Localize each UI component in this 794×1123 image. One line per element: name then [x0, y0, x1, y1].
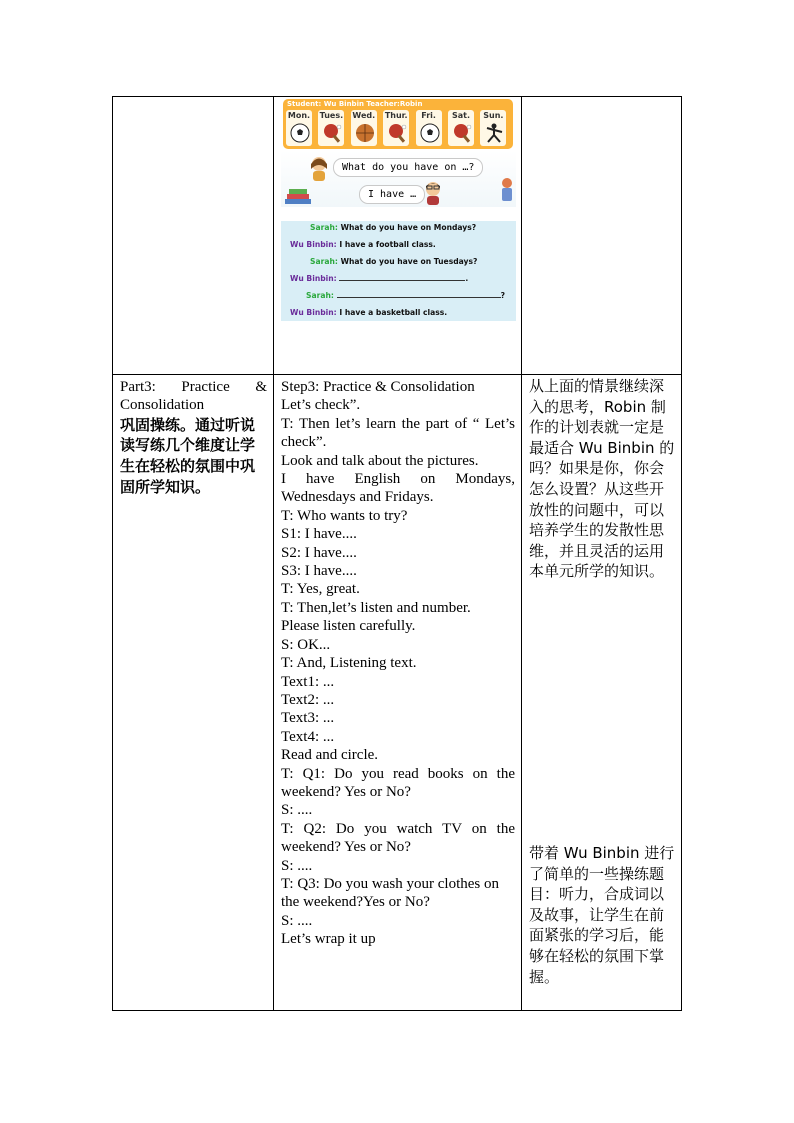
step-line: S: .... [281, 912, 313, 929]
dialogue-line: Sarah: What do you have on Mondays? [310, 223, 477, 232]
day-card [286, 110, 312, 146]
description-line: 巩固操练。通过听说 [120, 415, 256, 434]
question-bubble: What do you have on …? [333, 158, 483, 177]
note-line: 放性的问题中，可以 [529, 500, 665, 519]
description-line: 固所学知识。 [120, 477, 211, 496]
step-line: T: And, Listening text. [281, 655, 417, 672]
note-line: 了简单的一些操练题 [529, 864, 665, 883]
basketball-icon [355, 123, 375, 143]
note-line: 入的思考，Robin 制 [529, 397, 666, 416]
step-line: Text4: ... [281, 728, 335, 745]
step-line: weekend? Yes or No? [281, 783, 411, 800]
soccer-ball-icon [420, 123, 440, 143]
step-line: T: Q1: Do you read books on the [281, 765, 515, 782]
day-label: Sat. [451, 111, 471, 120]
ping-pong-icon [387, 123, 407, 143]
day-card [351, 110, 377, 146]
step-line: Wednesdays and Fridays. [281, 489, 434, 506]
note-line: 最适合 Wu Binbin 的 [529, 438, 675, 457]
part-description [120, 415, 267, 497]
day-label: Thur. [384, 111, 408, 120]
column-divider [273, 96, 274, 1011]
step-line: S2: I have.... [281, 544, 357, 561]
note-line: 及故事，让学生在前 [529, 905, 665, 924]
girl-icon [307, 155, 331, 181]
note-line: 本单元所学的知识。 [529, 562, 665, 581]
step-line: S: .... [281, 857, 313, 874]
conversation-scene [281, 151, 516, 207]
step-line: S3: I have.... [281, 563, 357, 580]
day-label: Tues. [319, 111, 344, 120]
textbook-image [281, 99, 516, 321]
books-icon [285, 189, 313, 205]
column-divider [521, 96, 522, 1011]
day-card [416, 110, 442, 146]
teaching-steps [281, 378, 515, 949]
note-line: 怎么设置？从这些开 [529, 479, 665, 498]
part-title: Part3: Practice & [120, 379, 267, 395]
step-line: I have English on Mondays, [281, 471, 515, 488]
note-line: 目：听力，合成词以 [529, 885, 665, 904]
dialogue-line: Wu Binbin: . [290, 274, 469, 283]
step-line: T: Then,let’s listen and number. [281, 599, 471, 616]
step-line: the weekend?Yes or No? [281, 894, 430, 911]
step-line: Look and talk about the pictures. [281, 452, 479, 469]
description-line: 生在轻松的氛围中巩 [120, 457, 256, 475]
day-label: Sun. [483, 111, 504, 120]
day-label: Wed. [352, 111, 376, 120]
day-label: Fri. [421, 111, 436, 120]
description-line: 读写练几个维度让学 [120, 436, 256, 455]
note-line: 面紧张的学习后，能 [529, 926, 665, 945]
step-line: S: OK... [281, 636, 331, 653]
note-line: 吗？如果是你，你会 [529, 459, 665, 478]
step-line: S1: I have.... [281, 526, 357, 543]
step-line: weekend? Yes or No? [281, 839, 411, 856]
note-line: 维，并且灵活的运用 [529, 541, 665, 560]
step-line: T: Q3: Do you wash your clothes on [281, 875, 499, 892]
note-line: 作的计划表就一定是 [529, 418, 665, 437]
note-line: 带着 Wu Binbin 进行 [529, 844, 675, 862]
day-card [383, 110, 409, 146]
dialogue-line: Sarah: What do you have on Tuesdays? [310, 257, 478, 266]
question-blank [337, 291, 501, 298]
answer-bubble: I have … [359, 185, 425, 204]
dialogue-line: Sarah: ? [306, 291, 505, 300]
step-line: check”. [281, 434, 327, 451]
step-line: Text3: ... [281, 710, 335, 727]
design-notes-2 [529, 843, 676, 987]
note-line: 培养学生的发散性思 [529, 521, 665, 540]
step-line: Please listen carefully. [281, 618, 416, 635]
day-card [480, 110, 506, 146]
part-title-cell [120, 378, 267, 497]
day-card [318, 110, 344, 146]
note-line: 握。 [529, 967, 560, 986]
step-line: Let’s check”. [281, 397, 361, 414]
step-line: Step3: Practice & Consolidation [281, 379, 475, 395]
step-line: T: Yes, great. [281, 581, 360, 598]
step-line: Let’s wrap it up [281, 931, 376, 948]
step-line: S: .... [281, 802, 313, 819]
ping-pong-icon [322, 123, 342, 143]
part-title-line2: Consolidation [120, 397, 205, 414]
toy-icon [499, 177, 515, 203]
step-line: T: Then let’s learn the part of “ Let’s [281, 415, 515, 432]
schedule-header: Student: Wu Binbin Teacher:Robin [287, 100, 423, 108]
schedule-board [283, 99, 513, 149]
answer-blank [339, 274, 465, 281]
day-card [448, 110, 474, 146]
row-divider [112, 374, 682, 375]
boy-icon [423, 181, 443, 205]
step-line: Read and circle. [281, 747, 379, 764]
note-line: 够在轻松的氛围下掌 [529, 946, 665, 965]
day-label: Mon. [287, 111, 311, 120]
dialogue-line: Wu Binbin: I have a basketball class. [290, 308, 448, 317]
kung-fu-icon [484, 123, 504, 143]
ping-pong-icon [452, 123, 472, 143]
step-line: T: Q2: Do you watch TV on the [281, 820, 515, 837]
design-notes-1 [529, 376, 676, 582]
note-line: 从上面的情景继续深 [529, 377, 665, 395]
soccer-ball-icon [290, 123, 310, 143]
step-line: Text1: ... [281, 673, 335, 690]
step-line: Text2: ... [281, 691, 335, 708]
step-line: T: Who wants to try? [281, 507, 408, 524]
dialogue-box [281, 221, 516, 321]
dialogue-line: Wu Binbin: I have a football class. [290, 240, 436, 249]
